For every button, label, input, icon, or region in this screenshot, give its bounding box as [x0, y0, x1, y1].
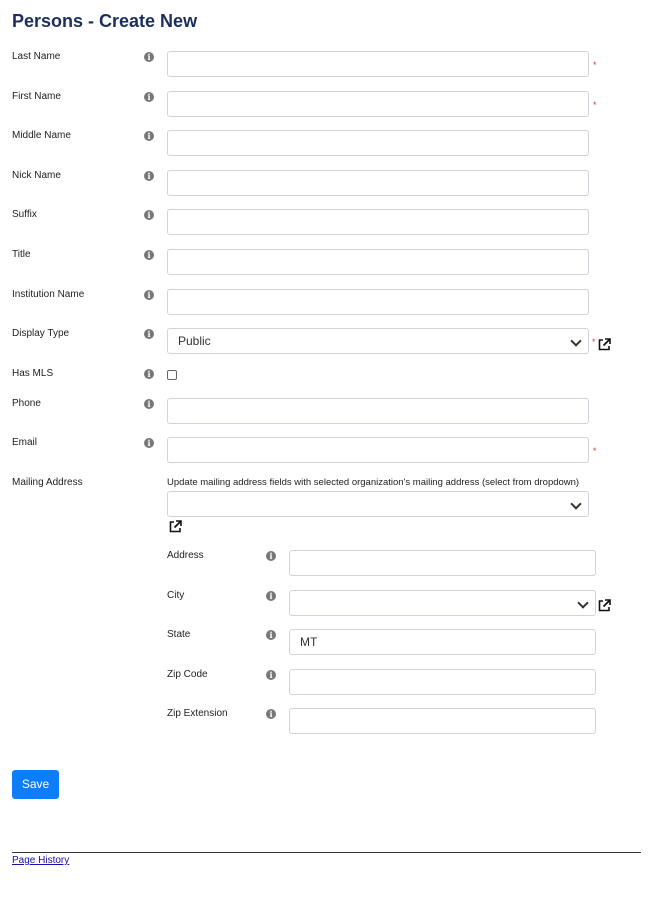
page-title: Persons - Create New	[12, 11, 198, 31]
footer-divider	[12, 852, 641, 853]
nick-name-row	[0, 170, 671, 200]
state-input[interactable]: MT	[289, 629, 596, 655]
city-select[interactable]	[289, 590, 596, 616]
info-icon[interactable]: i	[144, 131, 154, 141]
info-icon[interactable]: i	[266, 630, 276, 640]
phone-label: Phone	[12, 398, 41, 409]
middle-name-row	[0, 130, 671, 160]
info-icon[interactable]: i	[144, 92, 154, 102]
zip-extension-label: Zip Extension	[167, 708, 228, 719]
display-type-row	[0, 328, 671, 358]
suffix-row	[0, 209, 671, 239]
chevron-down-icon	[570, 498, 581, 509]
mailing-address-label: Mailing Address	[12, 477, 83, 488]
has-mls-label: Has MLS	[12, 368, 54, 379]
city-row	[0, 590, 671, 620]
info-icon[interactable]: i	[144, 399, 154, 409]
address-input[interactable]	[289, 550, 596, 576]
external-link-icon[interactable]	[169, 520, 182, 533]
save-button[interactable]: Save	[12, 770, 59, 799]
middle-name-input[interactable]	[167, 130, 589, 156]
nick-name-input[interactable]	[167, 170, 589, 196]
address-label: Address	[167, 550, 204, 561]
info-icon[interactable]: i	[266, 670, 276, 680]
zip-extension-row	[0, 708, 671, 738]
email-label: Email	[12, 437, 38, 448]
info-icon[interactable]: i	[144, 369, 154, 379]
first-name-row	[0, 91, 671, 121]
last-name-input[interactable]	[167, 51, 589, 77]
first-name-input[interactable]	[167, 91, 589, 117]
phone-input[interactable]	[167, 398, 589, 424]
required-marker: *	[593, 446, 597, 456]
required-marker: *	[593, 100, 597, 110]
info-icon[interactable]: i	[144, 438, 154, 448]
has-mls-checkbox[interactable]	[167, 370, 177, 380]
organization-select[interactable]	[167, 491, 589, 517]
zip-code-label: Zip Code	[167, 669, 208, 680]
info-icon[interactable]: i	[266, 591, 276, 601]
suffix-label: Suffix	[12, 209, 37, 220]
required-marker: *	[593, 60, 597, 70]
external-link-icon[interactable]	[598, 338, 611, 351]
city-label: City	[167, 590, 185, 601]
display-type-select[interactable]	[167, 328, 589, 354]
mailing-address-note: Update mailing address fields with selected organization's mailing address (select from dropdown)	[167, 477, 580, 488]
institution-name-label: Institution Name	[12, 289, 85, 300]
title-input[interactable]	[167, 249, 589, 275]
last-name-label: Last Name	[12, 51, 61, 62]
email-input[interactable]	[167, 437, 589, 463]
info-icon[interactable]: i	[144, 210, 154, 220]
address-row	[0, 550, 671, 580]
info-icon[interactable]: i	[144, 52, 154, 62]
nick-name-label: Nick Name	[12, 170, 61, 181]
institution-name-input[interactable]	[167, 289, 589, 315]
external-link-icon[interactable]	[598, 599, 611, 612]
title-row	[0, 249, 671, 279]
zip-code-input[interactable]	[289, 669, 596, 695]
page-history-link[interactable]: Page History	[12, 855, 70, 866]
zip-code-row	[0, 669, 671, 699]
middle-name-label: Middle Name	[12, 130, 71, 141]
chevron-down-icon	[570, 335, 581, 346]
info-icon[interactable]: i	[144, 290, 154, 300]
phone-row	[0, 398, 671, 428]
info-icon[interactable]: i	[266, 709, 276, 719]
required-marker: *	[592, 337, 596, 347]
zip-extension-input[interactable]	[289, 708, 596, 734]
institution-name-row	[0, 289, 671, 319]
display-type-label: Display Type	[12, 328, 70, 339]
suffix-input[interactable]	[167, 209, 589, 235]
title-label: Title	[12, 249, 31, 260]
state-label: State	[167, 629, 191, 640]
info-icon[interactable]: i	[144, 329, 154, 339]
info-icon[interactable]: i	[144, 171, 154, 181]
display-type-value: Public	[178, 334, 211, 348]
email-row	[0, 437, 671, 467]
last-name-row	[0, 51, 671, 81]
info-icon[interactable]: i	[266, 551, 276, 561]
info-icon[interactable]: i	[144, 250, 154, 260]
chevron-down-icon	[577, 597, 588, 608]
has-mls-row	[0, 368, 671, 398]
first-name-label: First Name	[12, 91, 61, 102]
state-row	[0, 629, 671, 659]
